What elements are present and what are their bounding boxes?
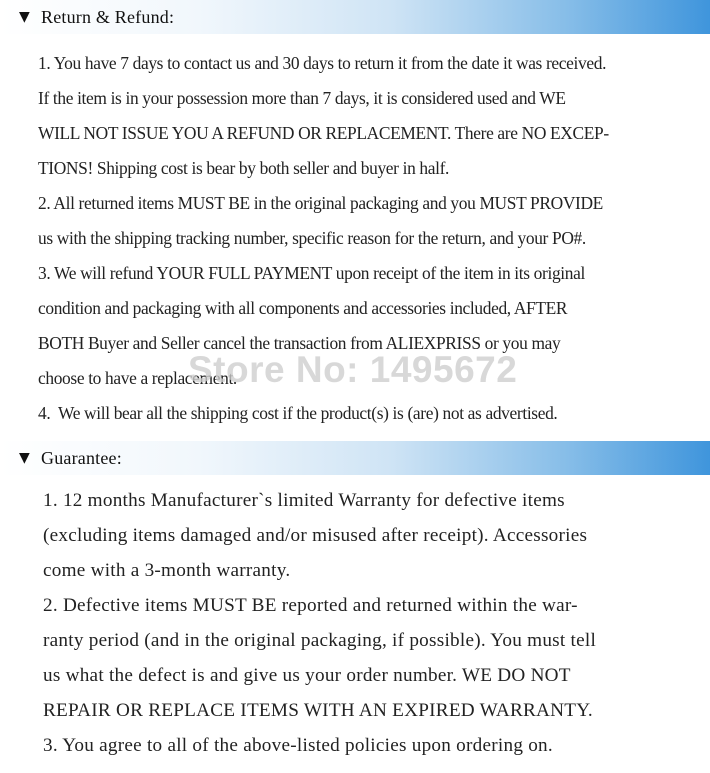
guarantee-text — [43, 483, 703, 763]
guarantee-line: 3. You agree to all of the above-listed policies upon ordering on. — [43, 735, 553, 756]
policy-line: 3. We will refund YOUR FULL PAYMENT upon receipt of the item in its original — [38, 263, 585, 283]
store-watermark: Store No: 1495672 — [188, 349, 518, 390]
guarantee-line: us what the defect is and give us your order number. WE DO NOT — [43, 665, 571, 686]
policy-line: 2. All returned items MUST BE in the original packaging and you MUST PROVIDE — [38, 193, 603, 213]
guarantee-title: Guarantee: — [41, 447, 122, 468]
policy-line: BOTH Buyer and Seller cancel the transaction from ALIEXPRISS or you may — [38, 333, 561, 353]
policy-line: 4. We will bear all the shipping cost if the product(s) is (are) not as advertised. — [38, 403, 558, 423]
policy-line: choose to have a replacement. — [38, 368, 237, 388]
return-refund-text — [38, 46, 698, 431]
policy-line: TIONS! Shipping cost is bear by both seller and buyer in half. — [38, 158, 450, 178]
triangle-down-icon: ▼ — [19, 9, 30, 25]
guarantee-header — [0, 441, 710, 475]
policy-line: 1. You have 7 days to contact us and 30 days to return it from the date it was received. — [38, 53, 607, 73]
guarantee-line: ranty period (and in the original packaging, if possible). You must tell — [43, 630, 597, 651]
policy-line: If the item is in your possession more than 7 days, it is considered used and WE — [38, 88, 566, 108]
guarantee-line: 2. Defective items MUST BE reported and returned within the war- — [43, 595, 578, 616]
policy-line: WILL NOT ISSUE YOU A REFUND OR REPLACEMENT. There are NO EXCEP- — [38, 123, 609, 143]
triangle-down-icon: ▼ — [19, 450, 30, 466]
policy-line: condition and packaging with all components and accessories included, AFTER — [38, 298, 568, 318]
guarantee-line: come with a 3-month warranty. — [43, 560, 291, 581]
return-refund-title: Return & Refund: — [41, 6, 175, 27]
guarantee-line: REPAIR OR REPLACE ITEMS WITH AN EXPIRED WARRANTY. — [43, 700, 593, 721]
policy-line: us with the shipping tracking number, specific reason for the return, and your PO#. — [38, 228, 586, 248]
guarantee-line: 1. 12 months Manufacturer`s limited Warranty for defective items — [43, 490, 565, 511]
return-refund-header — [0, 0, 710, 34]
guarantee-line: (excluding items damaged and/or misused after receipt). Accessories — [43, 525, 588, 546]
